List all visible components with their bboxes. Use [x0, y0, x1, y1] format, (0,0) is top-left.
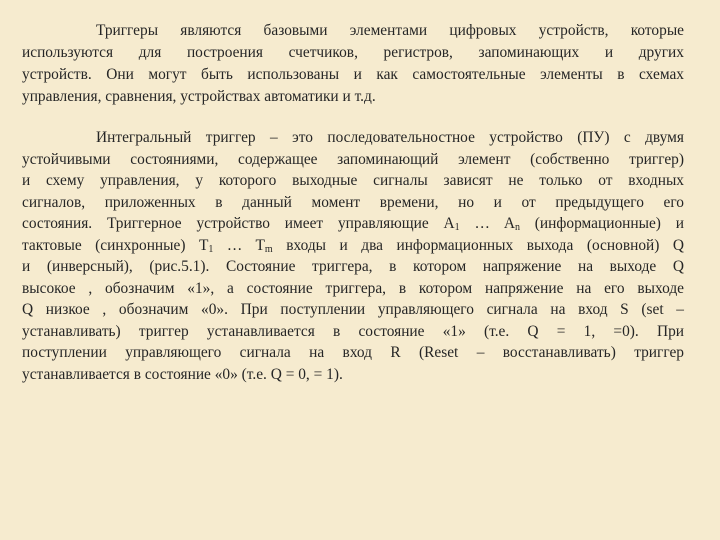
- text-fragment: входы и два информационных выхода (основной) Q: [272, 236, 684, 254]
- text-line: сигналов, приложенных в данный момент времени, но и от предыдущего его: [22, 193, 684, 211]
- text-line: управления, сравнения, устройствах автоматики и т.д.: [22, 88, 376, 105]
- text-line: и схему управления, у которого выходные сигналы зависят не только от входных: [22, 172, 684, 189]
- text-line: устойчивыми состояниями, содержащее запоминающий элемент (собственно триггер): [22, 150, 684, 168]
- text-fragment: … A: [459, 215, 515, 232]
- text-line: устанавливается в состояние «0» (т.е. Q = 0, = 1).: [22, 365, 343, 383]
- text-line: и (инверсный), (рис.5.1). Состояние триггера, в котором напряжение на выходе Q: [22, 258, 684, 275]
- text-line: поступлении управляющего сигнала на вход R (Reset – восстанавливать) триггер: [22, 344, 684, 361]
- subscript: n: [514, 222, 520, 233]
- text-fragment: состояния. Триггерное устройство имеет управляющие A: [22, 215, 455, 232]
- text-fragment: … T: [213, 236, 265, 254]
- text-line: Q низкое , обозначим «0». При поступлении управляющего сигнала на вход S (set –: [22, 301, 684, 318]
- text-fragment: (информационные) и: [519, 215, 685, 232]
- text-line: высокое , обозначим «1», а состояние триггера, в котором напряжение на его выходе: [22, 279, 684, 297]
- text-line: используются для построения счетчиков, регистров, запоминающих и других: [22, 44, 684, 61]
- text-line: Триггеры являются базовыми элементами цифровых устройств, которые: [96, 22, 684, 39]
- subscript: 1: [208, 243, 214, 255]
- subscript: 1: [454, 222, 460, 233]
- text-line: устройств. Они могут быть использованы и как самостоятельные элементы в схемах: [22, 66, 684, 83]
- text-line: устанавливать) триггер устанавливается в состояние «1» (т.е. Q = 1, =0). При: [22, 322, 684, 340]
- paragraph-triggers-intro: [22, 20, 684, 108]
- subscript: m: [264, 243, 273, 255]
- text-line: Интегральный триггер – это последовательностное устройство (ПУ) с двумя: [96, 129, 684, 146]
- text-line-clock-inputs: [22, 235, 684, 257]
- text-fragment: тактовые (синхронные) T: [22, 236, 209, 254]
- paragraph-integral-trigger: [22, 127, 684, 385]
- text-line-control-inputs: [22, 213, 684, 235]
